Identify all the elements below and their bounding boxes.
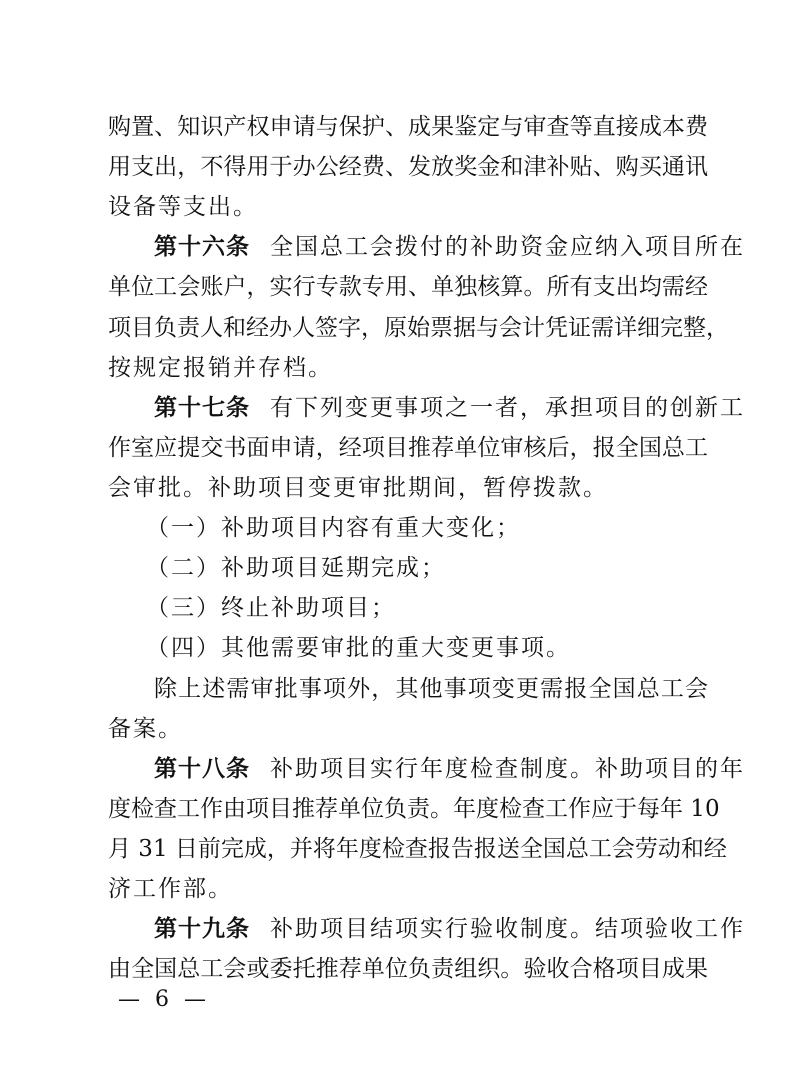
- page-number: — 6 —: [118, 987, 210, 1012]
- article-text: 有下列变更事项之一者，承担项目的创新工: [270, 395, 745, 421]
- list-item: （二）补助项目延期完成；: [146, 555, 446, 581]
- text-line: 备案。: [108, 716, 183, 742]
- list-item: （四）其他需要审批的重大变更事项。: [146, 635, 571, 661]
- article-text: 全国总工会拨付的补助资金应纳入项目所在: [270, 234, 745, 260]
- text-line: 济工作部。: [108, 876, 233, 902]
- text-line: 用支出，不得用于办公经费、发放奖金和津补贴、购买通讯: [108, 154, 708, 180]
- article-19-line: [154, 914, 745, 944]
- text-line: 度检查工作由项目推荐单位负责。年度检查工作应于每年 10: [108, 796, 720, 822]
- text-line: 除上述需审批事项外，其他事项变更需报全国总工会: [154, 676, 708, 702]
- article-heading: 第十七条: [154, 395, 250, 421]
- text-line: 月 31 日前完成，并将年度检查报告报送全国总工会劳动和经: [108, 836, 727, 862]
- article-17-line: [154, 393, 745, 423]
- article-heading: 第十九条: [154, 916, 250, 942]
- article-text: 补助项目结项实行验收制度。结项验收工作: [270, 916, 745, 942]
- text-line: 作室应提交书面申请，经项目推荐单位审核后，报全国总工: [108, 435, 708, 461]
- article-heading: 第十八条: [154, 756, 250, 782]
- text-line: 由全国总工会或委托推荐单位负责组织。验收合格项目成果: [108, 956, 708, 982]
- article-text: 补助项目实行年度检查制度。补助项目的年: [270, 756, 745, 782]
- article-18-line: [154, 754, 745, 784]
- article-16-line: [154, 232, 745, 262]
- text-line: 按规定报销并存档。: [108, 355, 333, 381]
- text-line: 购置、知识产权申请与保护、成果鉴定与审查等直接成本费: [108, 114, 708, 140]
- article-heading: 第十六条: [154, 234, 250, 260]
- list-item: （一）补助项目内容有重大变化；: [146, 515, 521, 541]
- text-line: 单位工会账户，实行专款专用、单独核算。所有支出均需经: [108, 274, 708, 300]
- text-line: 会审批。补助项目变更审批期间，暂停拨款。: [108, 475, 608, 501]
- text-line: 项目负责人和经办人签字，原始票据与会计凭证需详细完整，: [108, 315, 729, 341]
- list-item: （三）终止补助项目；: [146, 595, 396, 621]
- text-line: 设备等支出。: [108, 194, 258, 220]
